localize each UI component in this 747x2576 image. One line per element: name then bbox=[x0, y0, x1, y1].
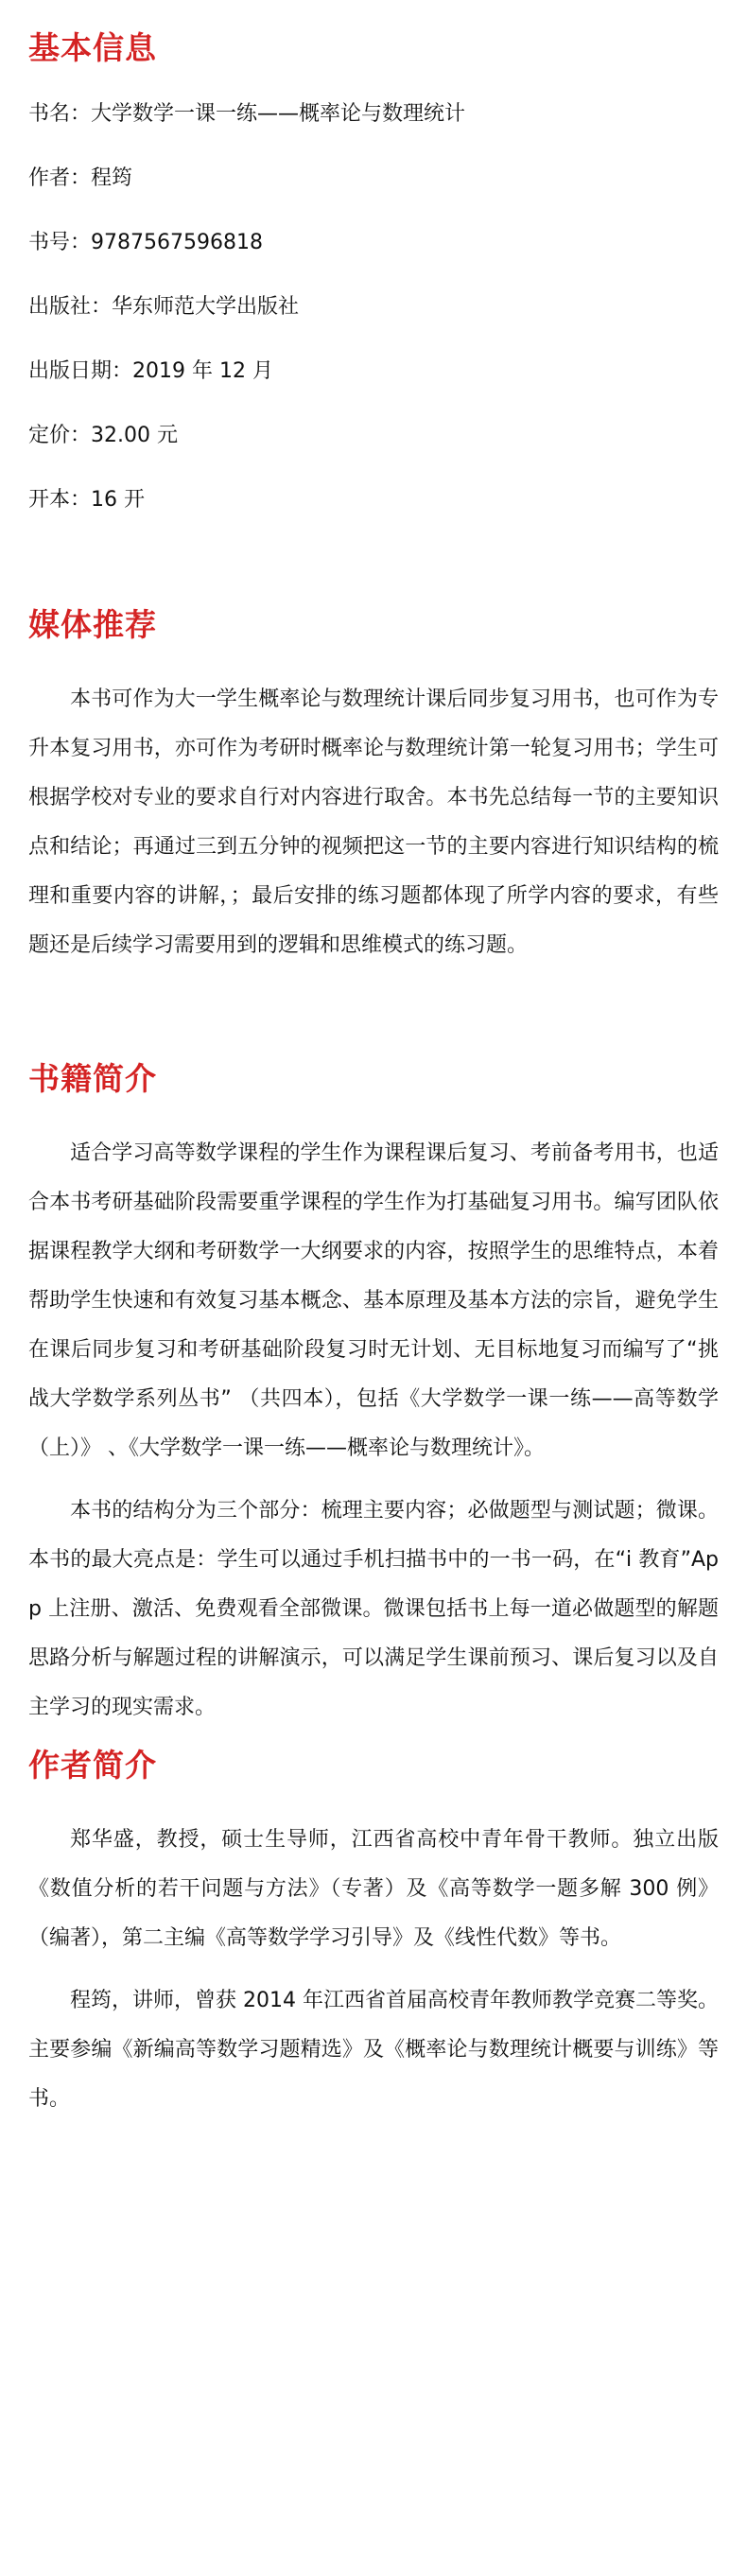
book-title-line: 书名：大学数学一课一练——概率论与数理统计 bbox=[28, 102, 466, 126]
media-recommend-section bbox=[28, 603, 719, 970]
book-intro-paragraph: 本书的结构分为三个部分：梳理主要内容；必做题型与测试题；微课。本书的最大亮点是：学生可以通过手机扫描书中的一书一码，在“i 教育”App 上注册、激活、免费观看全部微课。微课包括书上每一道必做题型的解题思路分析与解题过程的讲解演示，可以满足学生课前预习、课后复习以及自主学习的现实需求。 bbox=[28, 1499, 719, 1719]
book-format-line: 开本：16 开 bbox=[28, 488, 145, 512]
book-isbn-line: 书号：9787567596818 bbox=[28, 231, 263, 254]
book-pubdate-line: 出版日期：2019 年 12 月 bbox=[28, 359, 273, 383]
media-recommend-paragraph: 本书可作为大一学生概率论与数理统计课后同步复习用书，也可作为专升本复习用书，亦可作为考研时概率论与数理统计第一轮复习用书；学生可根据学校对专业的要求自行对内容进行取舍。本书先总结每一节的主要知识点和结论；再通过三到五分钟的视频把这一节的主要内容进行知识结构的梳理和重要内容的讲解，；最后安排的练习题都体现了所学内容的要求，有些题还是后续学习需要用到的逻辑和思维模式的练习题。 bbox=[28, 688, 719, 957]
book-price-line: 定价：32.00 元 bbox=[28, 424, 178, 447]
author-intro-paragraph: 郑华盛，教授，硕士生导师，江西省高校中青年骨干教师。独立出版《数值分析的若干问题与方法》（专著）及《高等数学一题多解 300 例》（编著），第二主编《高等数学学习引导》及《线性代数》等书。 bbox=[28, 1828, 719, 1950]
book-intro-section bbox=[28, 1057, 719, 1732]
author-intro-paragraph: 程筠，讲师，曾获 2014 年江西省首届高校青年教师教学竞赛二等奖。主要参编《新编高等数学习题精选》及《概率论与数理统计概要与训练》等书。 bbox=[28, 1989, 719, 2111]
book-intro-paragraph: 适合学习高等数学课程的学生作为课程课后复习、考前备考用书，也适合本书考研基础阶段需要重学课程的学生作为打基础复习用书。编写团队依据课程教学大纲和考研数学一大纲要求的内容，按照学生的思维特点，本着帮助学生快速和有效复习基本概念、基本原理及基本方法的宗旨，避免学生在课后同步复习和考研基础阶段复习时无计划、无目标地复习而编写了“挑战大学数学系列丛书” （共四本），包括《大学数学一课一练——高等数学（上）》 、《大学数学一课一练——概率论与数理统计》。 bbox=[28, 1141, 719, 1460]
author-intro-heading: 作者简介 bbox=[28, 1747, 157, 1784]
book-intro-heading: 书籍简介 bbox=[28, 1060, 157, 1097]
basic-info-heading: 基本信息 bbox=[28, 29, 157, 66]
author-intro-section bbox=[28, 1744, 719, 2124]
basic-info-section bbox=[28, 26, 719, 516]
media-recommend-heading: 媒体推荐 bbox=[28, 606, 157, 643]
book-publisher-line: 出版社：华东师范大学出版社 bbox=[28, 295, 300, 319]
book-author-line: 作者：程筠 bbox=[28, 166, 133, 190]
